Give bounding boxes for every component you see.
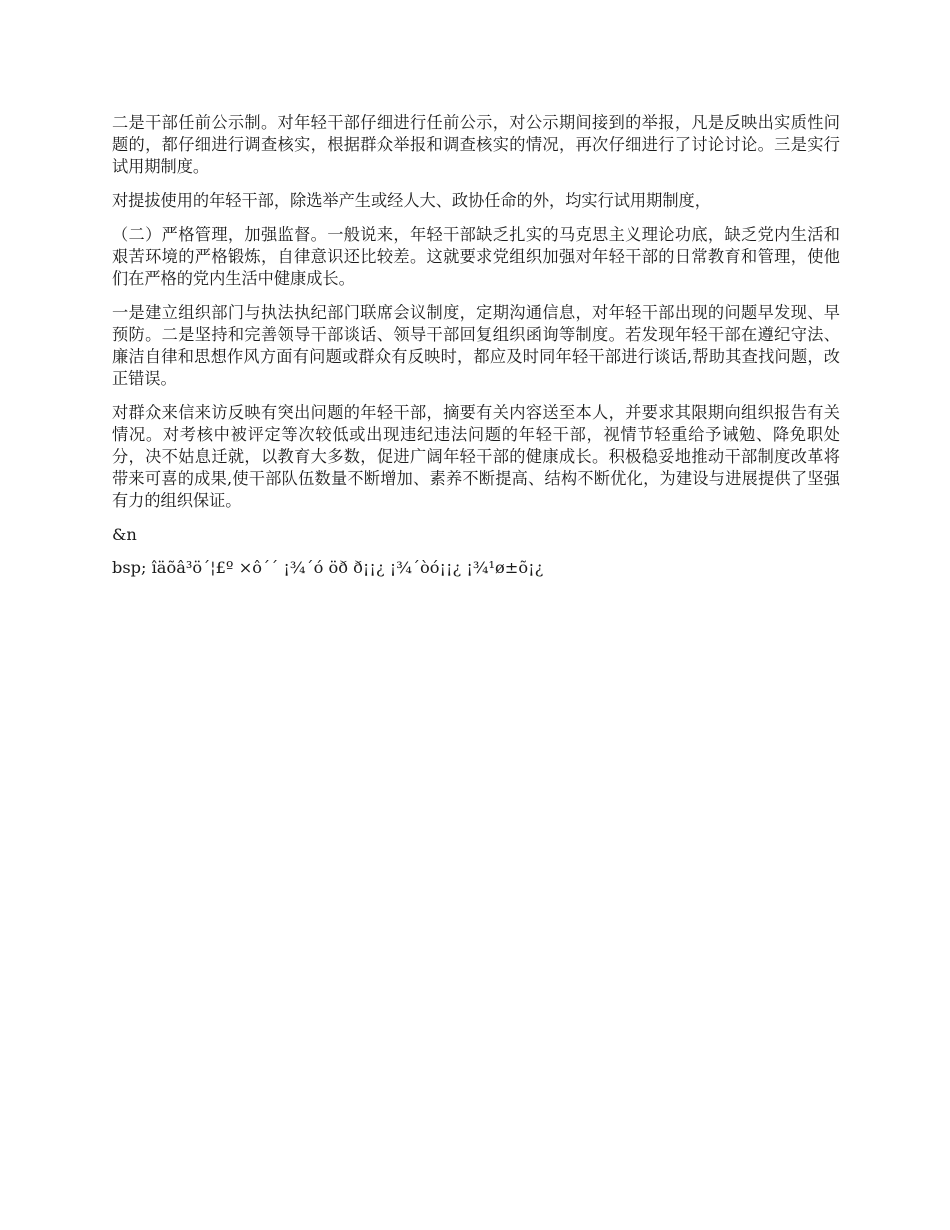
paragraph-reports-and-reform: 对群众来信来访反映有突出问题的年轻干部，摘要有关内容送至本人，并要求其限期向组织报告有关情况。对考核中被评定等次较低或出现违纪违法问题的年轻干部，视情节轻重给予诫勉、降免职处分，决不姑息迁就，以教育大多数，促进广阔年轻干部的健康成长。积极稳妥地推动干部制度改革将带来可喜的成果,使干部队伍数量不断增加、素养不断提高、结构不断优化，为建设与进展提供了坚强有力的组织保证。	[112, 403, 840, 510]
document-body	[112, 112, 840, 591]
paragraph-joint-meeting: 一是建立组织部门与执法执纪部门联席会议制度，定期沟通信息，对年轻干部出现的问题早发现、早预防。二是坚持和完善领导干部谈话、领导干部回复组织函询等制度。若发现年轻干部在遵纪守法、廉洁自律和思想作风方面有问题或群众有反映时，都应及时同年轻干部进行谈话,帮助其查找问题，改正错误。	[112, 303, 840, 388]
paragraph-strict-management: （二）严格管理，加强监督。一般说来，年轻干部缺乏扎实的马克思主义理论功底，缺乏党内生活和艰苦环境的严格锻炼，自律意识还比较差。这就要求党组织加强对年轻干部的日常教育和管理，使他们在严格的党内生活中健康成长。	[112, 225, 840, 288]
paragraph-garbled-fragment: &n	[112, 525, 137, 544]
paragraph-cadre-publicity: 二是干部任前公示制。对年轻干部仔细进行任前公示，对公示期间接到的举报，凡是反映出实质性问题的，都仔细进行调查核实，根据群众举报和调查核实的情况，再次仔细进行了讨论讨论。三是实行试用期制度。	[112, 113, 840, 176]
paragraph-probation-system: 对提拔使用的年轻干部，除选举产生或经人大、政协任命的外，均实行试用期制度，	[112, 191, 711, 210]
paragraph-garbled-encoding: bsp; îäõâ³ö´¦£º ×ô´´ ¡¾´ó öð ð¡¡¿ ¡¾´òó¡¡¿ ¡¾¹ø±õ¡¿	[112, 558, 544, 577]
